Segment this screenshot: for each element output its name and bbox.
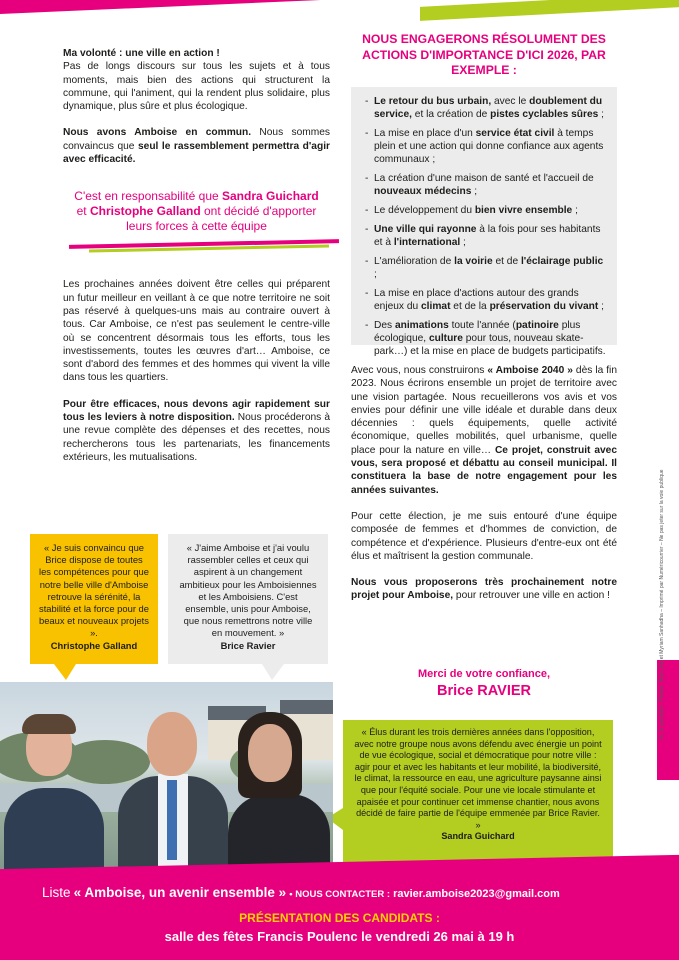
footer-contact-line [42, 885, 652, 900]
engagement-item-part: pistes cyclables sûres [490, 109, 599, 120]
engagement-item-part: toute l'année ( [448, 320, 516, 331]
guichard-name: Sandra Guichard [441, 831, 515, 842]
engagement-item-part: L'amélioration de [374, 256, 455, 267]
top-green-stripe [420, 0, 679, 21]
engagement-item-part: et de la [450, 301, 490, 312]
engagement-item-part: la voirie [454, 256, 493, 267]
engagement-item-part: et de [492, 256, 521, 267]
right-column-text [351, 364, 617, 603]
liste-label: Liste [42, 885, 71, 900]
p2 [63, 126, 330, 166]
quote-bubble-galland [30, 534, 158, 664]
engagement-item-part: préservation du vivant [489, 301, 599, 312]
engagement-item-part: ; [460, 237, 466, 248]
p1-body: Pas de longs discours sur tous les sujets et à tous moments, mais bien des actions qui structurent la commune, qui l'animent, qui la rendent plus solidaire, plus dynamique, plus sûre et plus écologique. [63, 61, 330, 113]
top-magenta-stripe [0, 0, 470, 14]
engagement-list [351, 87, 617, 357]
signature: Brice RAVIER [436, 683, 531, 699]
ravier-name: Brice Ravier [220, 639, 276, 651]
engagement-item-part: La mise en place d'actions autour des grands enjeux du [374, 288, 579, 312]
quote-bubble-guichard [343, 720, 613, 873]
engagement-item-part: et la création de [411, 109, 491, 120]
engagement-item-part: La création d'une maison de santé et l'accueil de [374, 173, 594, 184]
engagement-item [365, 223, 607, 249]
rp3-bold: Nous vous proposerons très prochainement notre projet pour Amboise, [351, 577, 617, 602]
p3: Les prochaines années doivent être celles qui préparent un futur meilleur en veillant à ce que notre territoire ne soit pas réservé à quelques-uns mais au contraire ouvert à tous. Car Amboise, ce n'est pas seulement le centre-ville où se concentrent désormais tous les efforts, tous les investissements, toutes les œuvres d'art… Amboise, ce sont d'abord des femmes et des hommes qui vivent la ville dans tous les quartiers. [63, 279, 330, 384]
rp1 [351, 364, 617, 497]
p2-bold: Nous avons Amboise en commun. [63, 127, 252, 139]
rp1-b: « Amboise 2040 » [487, 365, 573, 376]
rp3-text: pour retrouver une ville en action ! [453, 590, 610, 602]
engagement-item-part: pour tous, nouveau skate-park…) et la mise en place de budgets participatifs. [374, 333, 606, 357]
engagement-item-part: service état civil [475, 128, 555, 139]
p1-title: Ma volonté : une ville en action ! [63, 48, 220, 59]
team-quote-b: et [76, 204, 90, 219]
list-name: « Amboise, un avenir ensemble » [73, 885, 287, 900]
team-quote-name1: Sandra Guichard [222, 189, 319, 204]
thanks-text: Merci de votre confiance, [417, 668, 551, 680]
decorative-lines [63, 238, 330, 254]
engagement-item-part: ; [374, 269, 377, 280]
rp1-c: dès la fin 2023. Nous écrirons ensemble un projet de territoire avec une vision partagée. Nous recueillerons vos avis et vos envies pour définir une ville idéale et durable dans deux décennies : quels équipements, quelle activité économique, quelles mobilités, quel urbanisme, quelle place pour la nature en ville… [351, 365, 617, 456]
event-details: salle des fêtes Francis Poulenc le vendredi 26 mai à 19 h [164, 929, 515, 944]
guichard-quote: « Élus durant les trois dernières années dans l'opposition, avec notre groupe nous avons défendu avec énergie un point de vue écologique, social et démocratique pour notre ville : agir pour et avec les habitants et leur mobilité, la biodiversité, le climat, la ressource en eau, une agriculture paysanne ainsi que pour l'équité sociale. Pour une vie locale stimulante et apaisée et pour continuer cet immense chantier, nous avons décidé de faire partie de l'équipe emmenée par Brice Ravier. » [354, 727, 602, 830]
engagement-item-part: Le développement du [374, 205, 475, 216]
p4-bold: Pour être efficaces, nous devons agir rapidement sur tous les leviers à notre disposition. [63, 398, 330, 424]
team-quote-name2: Christophe Galland [89, 204, 201, 219]
engagement-item-part: plus écologique, [374, 320, 581, 344]
presentation-title: PRÉSENTATION DES CANDIDATS : [239, 911, 440, 925]
engagement-item [365, 172, 607, 198]
engagement-item [365, 95, 607, 121]
rp2: Pour cette élection, je me suis entouré d'une équipe composée de femmes et d'hommes de conviction, de compétence et d'expérience. Plusieurs d'entre-eux ont été élus et maîtrisent la gestion communale. [351, 510, 617, 562]
p4 [63, 398, 330, 464]
engagement-item-part: ; [598, 109, 604, 120]
rp3 [351, 576, 617, 603]
engagement-item-part: Des [374, 320, 395, 331]
engagement-item-part: nouveaux médecins [374, 186, 472, 197]
engagement-item-part: l'international [393, 237, 461, 248]
engagement-item-part: La mise en place d'un [374, 128, 476, 139]
engagement-item-part: patinoire [515, 320, 559, 331]
engagement-item-part: à la fois pour ses habitants et à [374, 224, 601, 248]
engagement-item-part: ; [471, 186, 478, 197]
engagement-item-part: climat [421, 301, 451, 312]
left-column [63, 47, 330, 464]
engagement-item-part: doublement du service, [374, 96, 603, 120]
engagement-item-part: ; [572, 205, 578, 216]
galland-quote: « Je suis convaincu que Brice dispose de toutes les compétences pour que notre belle ville d'Amboise retrouve la sérénité, la stabilité et la force pour de beaux et nouveaux projets ». [39, 542, 149, 639]
engagement-item [365, 204, 607, 217]
quote-bubble-ravier [168, 534, 328, 664]
engagement-heading: NOUS ENGAGERONS RÉSOLUMENT DES ACTIONS D'IMPORTANCE D'ICI 2026, PAR EXEMPLE : [349, 26, 619, 89]
contact-email[interactable]: ravier.amboise2023@gmail.com [393, 888, 560, 900]
p1 [63, 47, 330, 113]
engagement-item-part: ; [598, 301, 604, 312]
rp1-a: Avec vous, nous construirons [351, 365, 488, 376]
p2-text: Nous sommes convaincus que [63, 127, 330, 152]
thanks-block [351, 668, 617, 699]
engagement-item [365, 127, 607, 166]
engagement-item-part: l'éclairage public [520, 256, 604, 267]
p2-bold2: seul le rassemblement permettra d'agir avec efficacité. [63, 140, 330, 166]
engagement-item [365, 319, 607, 358]
team-quote [63, 189, 330, 234]
rp1-d: Ce projet, construit avec vous, sera proposé et débattu au conseil municipal. Il constituera la base de notre engagement pour les années suivantes. [351, 444, 617, 496]
candidates-photo [0, 682, 333, 875]
team-quote-c: ont décidé d'apporter leurs forces à cette équipe [126, 204, 317, 234]
p4-text: Nous procéderons à une revue complète des dépenses et des recettes, nous rechercherons tous les partenariats, les financements extérieurs, les mutualisations. [63, 412, 331, 463]
ravier-quote: « J'aime Amboise et j'ai voulu rassembler celles et ceux qui aspirent à un changement ambitieux pour les Amboisiennes et les Amboisiens. C'est ensemble, unis pour Amboise, que nous remettrons notre ville en mouvement. » [179, 542, 317, 639]
engagement-item-part: culture [428, 333, 463, 344]
engagement-item-part: bien vivre ensemble [474, 205, 573, 216]
side-credit: Vu, le candidat – Photos : Alain Joly et Myriam Sanhadha – Imprimé par Numéricourrier – Ne pas jeter sur la voie publique [659, 469, 665, 740]
footer [0, 875, 679, 960]
contact-label: • NOUS CONTACTER : [289, 889, 391, 900]
engagement-item-part: animations [394, 320, 449, 331]
engagement-item [365, 255, 607, 281]
engagement-item-part: à temps plein et une action qui donne confiance aux agents communaux ; [374, 128, 604, 165]
engagement-item-part: avec le [491, 96, 530, 107]
engagement-item-part: Le retour du bus urbain, [374, 96, 492, 107]
galland-name: Christophe Galland [50, 639, 138, 651]
engagement-item [365, 287, 607, 313]
team-quote-a: C'est en responsabilité que [74, 189, 222, 204]
engagement-item-part: Une ville qui rayonne [374, 224, 477, 235]
